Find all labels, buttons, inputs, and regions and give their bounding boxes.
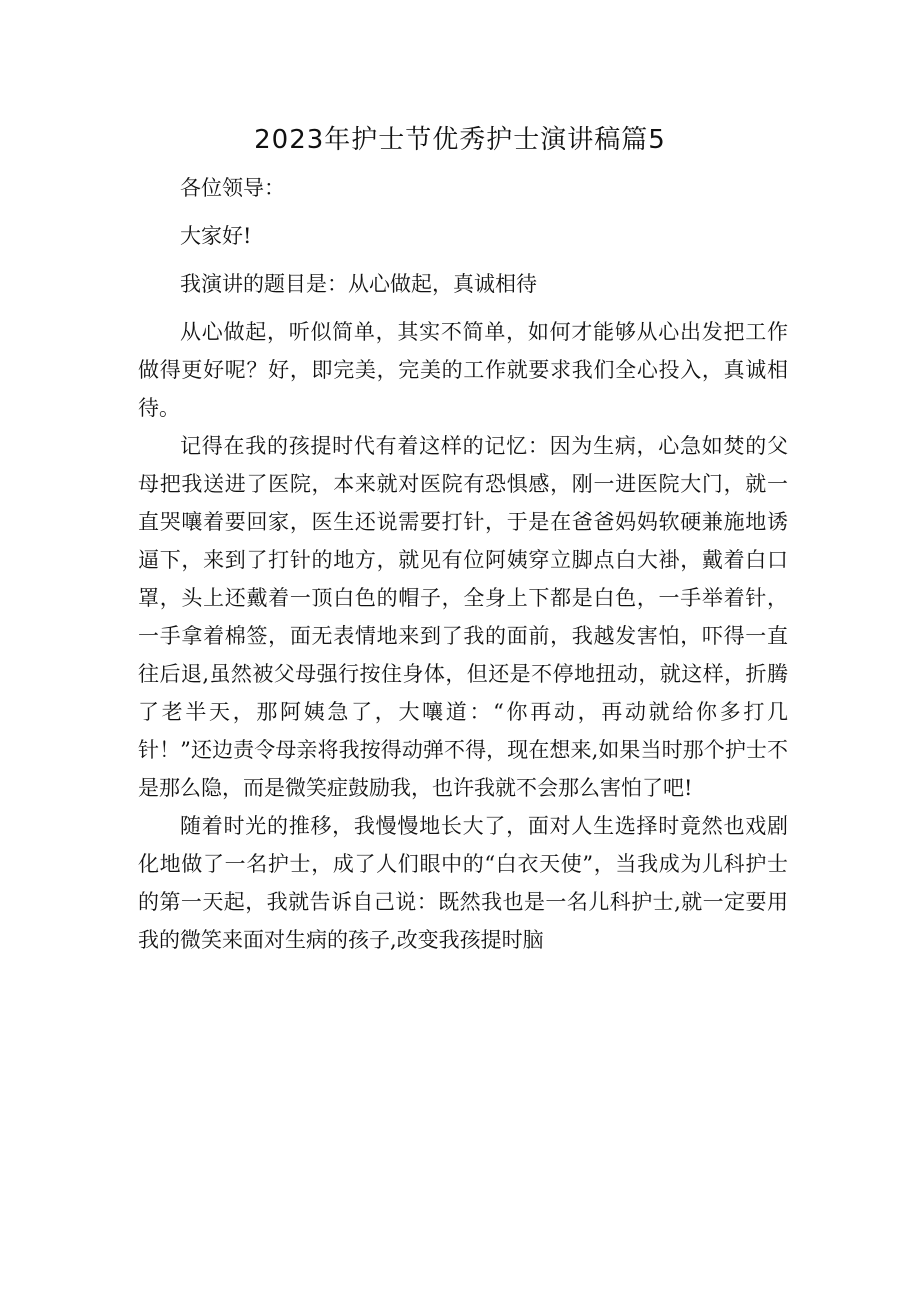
paragraph-topic: 我演讲的题目是：从心做起，真诚相待 <box>180 272 537 296</box>
paragraph-salutation: 各位领导： <box>180 176 285 200</box>
paragraph-greeting: 大家好! <box>180 224 252 248</box>
document-title: 2023年护士节优秀护士演讲稿篇5 <box>254 125 666 155</box>
document-body <box>138 169 788 959</box>
paragraph-intro: 从心做起，听似简单，其实不简单，如何才能够从心出发把工作做得更好呢？好，即完美，完美的工作就要求我们全心投入，真诚相待。 <box>138 320 788 420</box>
paragraph-childhood-memory: 记得在我的孩提时代有着这样的记忆：因为生病，心急如焚的父母把我送进了医院，本来就对医院有恐惧感，刚一进医院大门，就一直哭嚷着要回家，医生还说需要打针，于是在爸爸妈妈软硬兼施地诱逼下，来到了打针的地方，就见有位阿姨穿立脚点白大褂，戴着白口罩，头上还戴着一顶白色的帽子，全身上下都是白色，一手举着针，一手拿着棉签，面无表情地来到了我的面前，我越发害怕，吓得一直往后退,虽然被父母强行按住身体，但还是不停地扭动，就这样，折腾了老半天，那阿姨急了，大嚷道：“你再动，再动就给你多打几针！”还边责令母亲将我按得动弹不得，现在想来,如果当时那个护士不是那么隐，而是微笑症鼓励我，也许我就不会那么害怕了吧! <box>138 434 788 800</box>
paragraph-becoming-nurse: 随着时光的推移，我慢慢地长大了，面对人生选择时竟然也戏剧化地做了一名护士，成了人们眼中的“白衣天使”，当我成为儿科护士的第一天起，我就告诉自己说：既然我也是一名儿科护士,就一定要用我的微笑来面对生病的孩子,改变我孩提时脑 <box>138 814 788 952</box>
